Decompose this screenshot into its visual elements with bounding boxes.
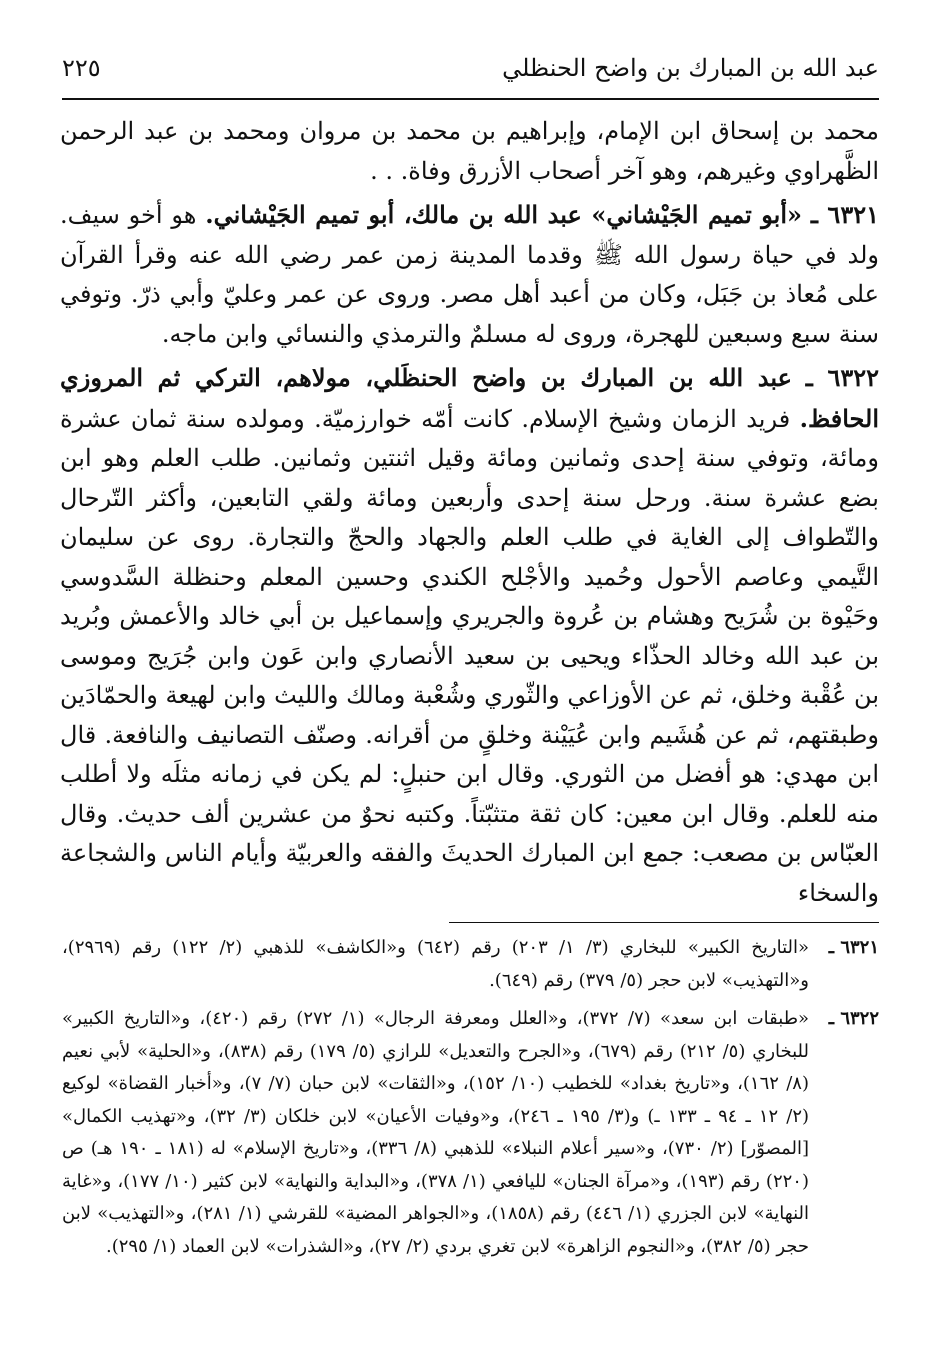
main-text — [60, 112, 879, 913]
entry-text: فريد الزمان وشيخ الإسلام. كانت أمّه خوارزميّة. ومولده سنة ثمان عشرة ومائة، وتوفي سنة إحدى وثمانين ومائة وقيل اثنتين وثمانين. طلب العلم وهو ابن بضع عشرة سنة. ورحل سنة إحدى وأربعين ومائة ولقي التابعين، وأكثر التّرحال والتّطواف إلى الغاية في طلب العلم والجهاد والحجّ والتجارة. روى عن سليمان التَّيمي وعاصم الأحول وحُميد والأجْلح الكندي وحسين المعلم وحنظلة السَّدوسي وحَيْوة بن شُرَيح وهشام بن عُروة والجريري وإسماعيل بن أبي خالد والأعمش وبُريد بن عبد الله وخالد الحذّاء ويحيى بن سعيد الأنصاري وابن عَون وابن جُرَيج وموسى بن عُقْبة وخلق، ثم عن الأوزاعي والثّوري وشُعْبة ومالك والليث وابن لهيعة والحمّادَين وطبقتهم، ثم عن هُشَيم وابن عُيَيْنة وخلقٍ من أقرانه. وصنّف التصانيف والنافعة. قال ابن مهدي: هو أفضل من الثوري. وقال ابن حنبلٍ: لم يكن في زمانه مثلَه ولا أطلب منه للعلم. وقال ابن معين: كان ثقة متثبّتاً. وكتبه نحوٌ من عشرين ألف حديث. وقال العبّاس بن مصعب: جمع ابن المبارك الحديثَ والفقه والعربيّة وأيام الناس والشجاعة والسخاء — [60, 404, 879, 907]
footnote-text: «طبقات ابن سعد» (٧/ ٣٧٢)، و«العلل ومعرفة الرجال» (١/ ٢٧٢) رقم (٤٢٠)، و«التاريخ الكبير» للبخاري (٥/ ٢١٢) رقم (٦٧٩)، و«الجرح والتعديل» للرازي (٥/ ١٧٩) رقم (٨٣٨)، و«الحلية» لأبي نعيم (٨/ ١٦٢)، و«تاريخ بغداد» للخطيب (١٠/ ١٥٢)، و«الثقات» لابن حبان (٧/ ٧)، و«أخبار القضاة» لوكيع (٢/ ١٢ ـ ٩٤ ـ ١٣٣ ـ) و(٣/ ١٩٥ ـ ٢٤٦)، و«وفيات الأعيان» لابن خلكان (٣/ ٣٢)، و«تهذيب الكمال» [المصوّر] (٢/ ٧٣٠)، و«سير أعلام النبلاء» للذهبي (٨/ ٣٣٦)، و«تاريخ الإسلام» له (١٨١ ـ ١٩٠ هـ) ص (٢٢٠) رقم (١٩٣)، و«مرآة الجنان» لليافعي (١/ ٣٧٨)، و«البداية والنهاية» لابن كثير (١٠/ ١٧٧)، و«غاية النهاية» لابن الجزري (١/ ٤٤٦) رقم (١٨٥٨)، و«الجواهر المضية» للقرشي (١/ ٢٨١)، و«التهذيب» لابن حجر (٥/ ٣٨٢)، و«النجوم الزاهرة» لابن تغري بردي (٢/ ٢٧)، و«الشذرات» لابن العماد (١/ ٢٩٥). — [62, 1008, 810, 1257]
entry-number: ٦٣٢٢ ـ — [805, 363, 880, 392]
footnote-6321 — [62, 932, 879, 997]
footnote-number: ٦٣٢٢ ـ — [828, 1008, 879, 1029]
entry-6321 — [60, 195, 879, 354]
footnote-rule — [449, 922, 879, 923]
footnote-number: ٦٣٢١ ـ — [828, 937, 879, 958]
footnotes — [62, 932, 879, 1269]
entry-6322 — [60, 358, 879, 913]
continuation-paragraph: محمد بن إسحاق ابن الإمام، وإبراهيم بن محمد بن مروان ومحمد بن عبد الرحمن الظَّهراوي وغيرهم، وهو آخر أصحاب الأزرق وفاة. . . — [60, 117, 879, 185]
entry-heading: «أبو تميم الجَيْشاني» عبد الله بن مالك، أبو تميم الجَيْشاني. — [205, 200, 803, 229]
footnote-6322 — [62, 1003, 879, 1263]
running-title: عبد الله بن المبارك بن واضح الحنظلي — [502, 54, 879, 82]
running-header — [62, 40, 879, 96]
entry-heading: عبد الله بن المبارك بن واضح الحنظَلي، مولاهم، التركي ثم المروزي الحافظ. — [60, 363, 879, 433]
footnote-text: «التاريخ الكبير» للبخاري (٣/ ١/ ٢٠٣) رقم (٦٤٢) و«الكاشف» للذهبي (٢/ ١٢٢) رقم (٢٩٦٩)، و«التهذيب» لابن حجر (٥/ ٣٧٩) رقم (٦٤٩). — [62, 937, 810, 991]
page-number: ٢٢٥ — [62, 54, 101, 82]
entry-number: ٦٣٢١ ـ — [810, 200, 879, 229]
header-rule — [62, 98, 879, 100]
entry-text: هو أخو سيف. ولد في حياة رسول الله ﷺ وقدما المدينة زمن عمر رضي الله عنه وقرأ القرآن على مُعاذ بن جَبَل، وكان من أعبد أهل مصر. وروى عن عمر وعليّ وأبي ذرّ. وتوفي سنة سبع وسبعين للهجرة، وروى له مسلمٌ والترمذي والنسائي وابن ماجه. — [60, 201, 879, 348]
